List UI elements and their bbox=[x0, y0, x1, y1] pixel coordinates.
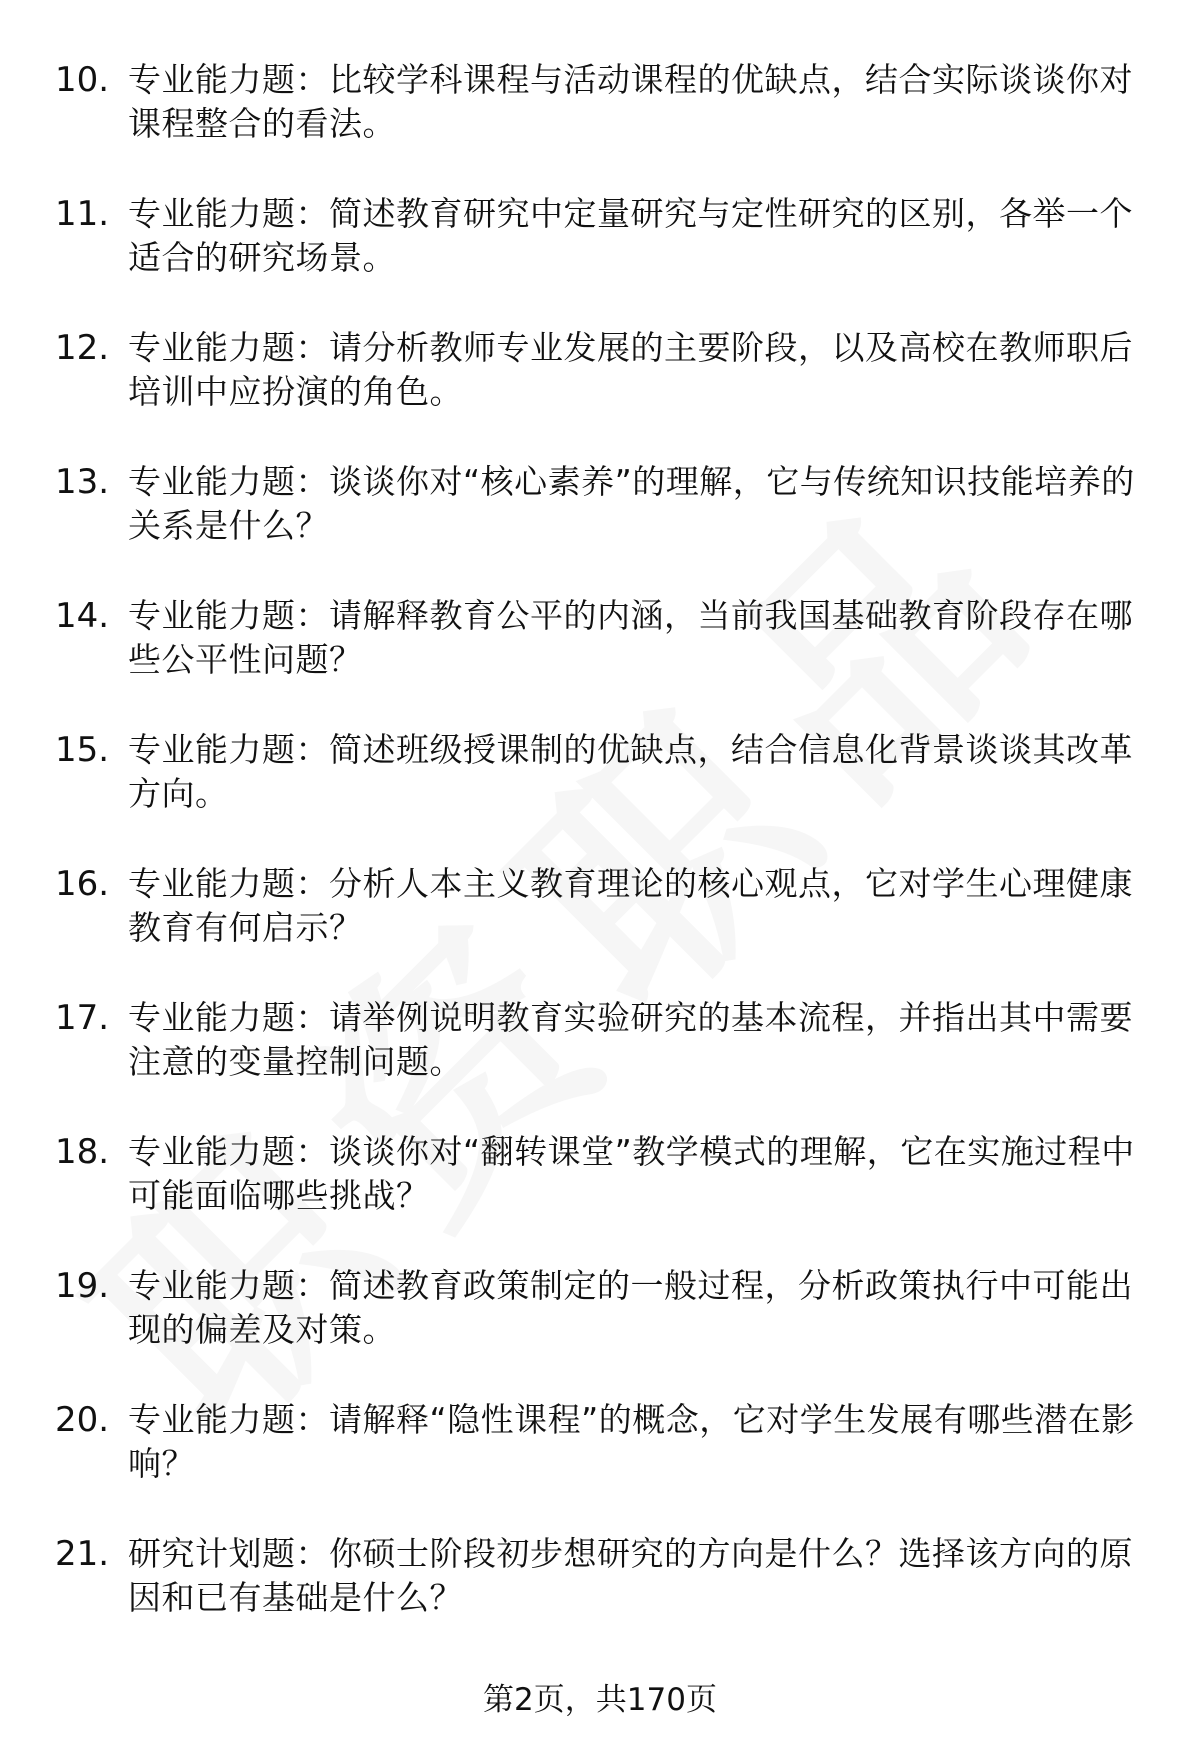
question-number: 20. bbox=[55, 1400, 110, 1440]
question-number: 19. bbox=[55, 1266, 110, 1306]
question-number: 21. bbox=[55, 1534, 110, 1574]
question-item bbox=[55, 728, 1135, 816]
question-text: 专业能力题：请分析教师专业发展的主要阶段，以及高校在教师职后培训中应扮演的角色。 bbox=[128, 328, 1133, 411]
question-number: 11. bbox=[55, 194, 110, 234]
question-text: 专业能力题：简述教育政策制定的一般过程，分析政策执行中可能出现的偏差及对策。 bbox=[128, 1266, 1133, 1349]
question-text: 专业能力题：谈谈你对“翻转课堂”教学模式的理解，它在实施过程中可能面临哪些挑战？ bbox=[128, 1132, 1135, 1215]
question-number: 10. bbox=[55, 60, 110, 100]
question-text: 专业能力题：简述教育研究中定量研究与定性研究的区别，各举一个适合的研究场景。 bbox=[128, 194, 1133, 277]
page-number: 第2页，共170页 bbox=[483, 1682, 717, 1718]
question-number: 16. bbox=[55, 864, 110, 904]
question-item bbox=[55, 1130, 1135, 1218]
question-item bbox=[55, 1398, 1135, 1486]
question-text: 专业能力题：比较学科课程与活动课程的优缺点，结合实际谈谈你对课程整合的看法。 bbox=[128, 60, 1133, 143]
question-text: 专业能力题：请解释“隐性课程”的概念，它对学生发展有哪些潜在影响？ bbox=[128, 1400, 1135, 1483]
question-number: 18. bbox=[55, 1132, 110, 1172]
question-number: 14. bbox=[55, 596, 110, 636]
question-item bbox=[55, 996, 1135, 1084]
question-number: 17. bbox=[55, 998, 110, 1038]
question-text: 专业能力题：请举例说明教育实验研究的基本流程，并指出其中需要注意的变量控制问题。 bbox=[128, 998, 1133, 1081]
question-number: 15. bbox=[55, 730, 110, 770]
question-number: 12. bbox=[55, 328, 110, 368]
question-item bbox=[55, 1264, 1135, 1352]
question-text: 研究计划题：你硕士阶段初步想研究的方向是什么？选择该方向的原因和已有基础是什么？ bbox=[128, 1534, 1133, 1617]
question-text: 专业能力题：请解释教育公平的内涵，当前我国基础教育阶段存在哪些公平性问题？ bbox=[128, 596, 1133, 679]
question-item bbox=[55, 862, 1135, 950]
question-item bbox=[55, 1532, 1135, 1620]
question-list bbox=[55, 58, 1135, 1666]
question-text: 专业能力题：谈谈你对“核心素养”的理解，它与传统知识技能培养的关系是什么？ bbox=[128, 462, 1135, 545]
question-text: 专业能力题：分析人本主义教育理论的核心观点，它对学生心理健康教育有何启示？ bbox=[128, 864, 1133, 947]
question-number: 13. bbox=[55, 462, 110, 502]
question-text: 专业能力题：简述班级授课制的优缺点，结合信息化背景谈谈其改革方向。 bbox=[128, 730, 1133, 813]
question-item bbox=[55, 192, 1135, 280]
question-item bbox=[55, 594, 1135, 682]
question-item bbox=[55, 326, 1135, 414]
question-item bbox=[55, 58, 1135, 146]
question-item bbox=[55, 460, 1135, 548]
